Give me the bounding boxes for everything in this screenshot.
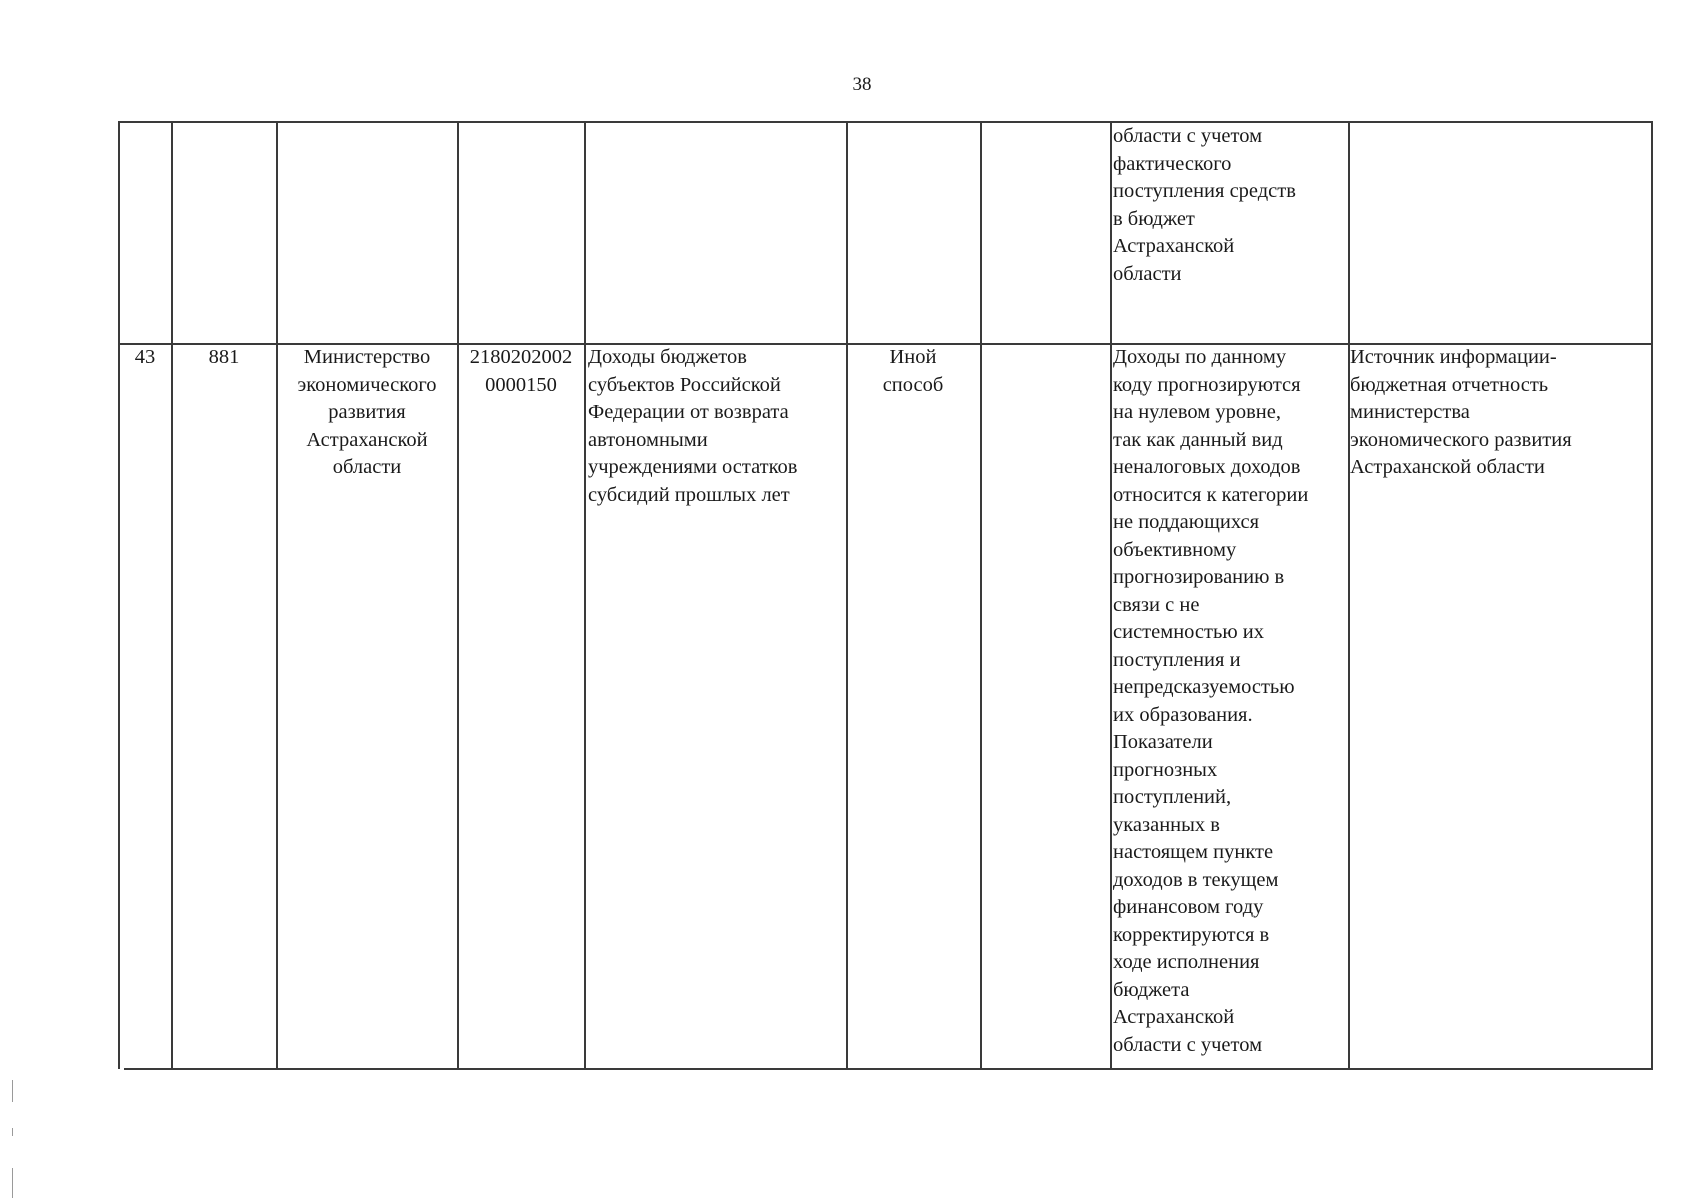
column-border [171, 121, 173, 1069]
table-top-border [118, 121, 1653, 123]
table-cell-method: Иной способ [882, 346, 944, 396]
column-border [1110, 121, 1112, 1069]
column-border [846, 121, 848, 1069]
table-cell-algorithm: области с учетом фактического поступления средств в бюджет Астраханской области [1113, 125, 1296, 285]
scan-artifact [12, 1128, 13, 1136]
column-border [980, 121, 982, 1069]
table-cell-kbk: 2180202002 0000150 [469, 346, 573, 396]
table-right-border [1651, 121, 1653, 1069]
table-cell-algorithm: Доходы по данному коду прогнозируются на нулевом уровне, так как данный вид неналоговых доходов относится к категории не поддающихся объективному прогнозированию в связи с не системностью их поступления и непредсказуемостью их образования. Показатели прогнозных поступлений, указанных в настоящем пункте доходов в текущем финансовом году корректируются в ходе исполнения бюджета Астраханской области с учетом [1113, 346, 1309, 1056]
table-bottom-border [124, 1068, 1653, 1070]
column-border [118, 121, 120, 1069]
table-cell-income-name: Доходы бюджетов субъектов Российской Федерации от возврата автономными учреждениями остатков субсидий прошлых лет [588, 346, 798, 506]
column-border [276, 121, 278, 1069]
column-border [1348, 121, 1350, 1069]
scan-artifact [12, 1168, 13, 1198]
table-cell-source: Источник информации- бюджетная отчетность министерства экономического развития Астраханской области [1350, 346, 1572, 478]
table-cell-number: 43 [134, 346, 156, 368]
table-cell-administrator: Министерство экономического развития Астраханской области [297, 346, 437, 478]
column-border [457, 121, 459, 1069]
page-number: 38 [852, 74, 872, 95]
table-cell-admin-code: 881 [208, 346, 240, 368]
column-border [584, 121, 586, 1069]
scan-artifact [12, 1080, 13, 1102]
